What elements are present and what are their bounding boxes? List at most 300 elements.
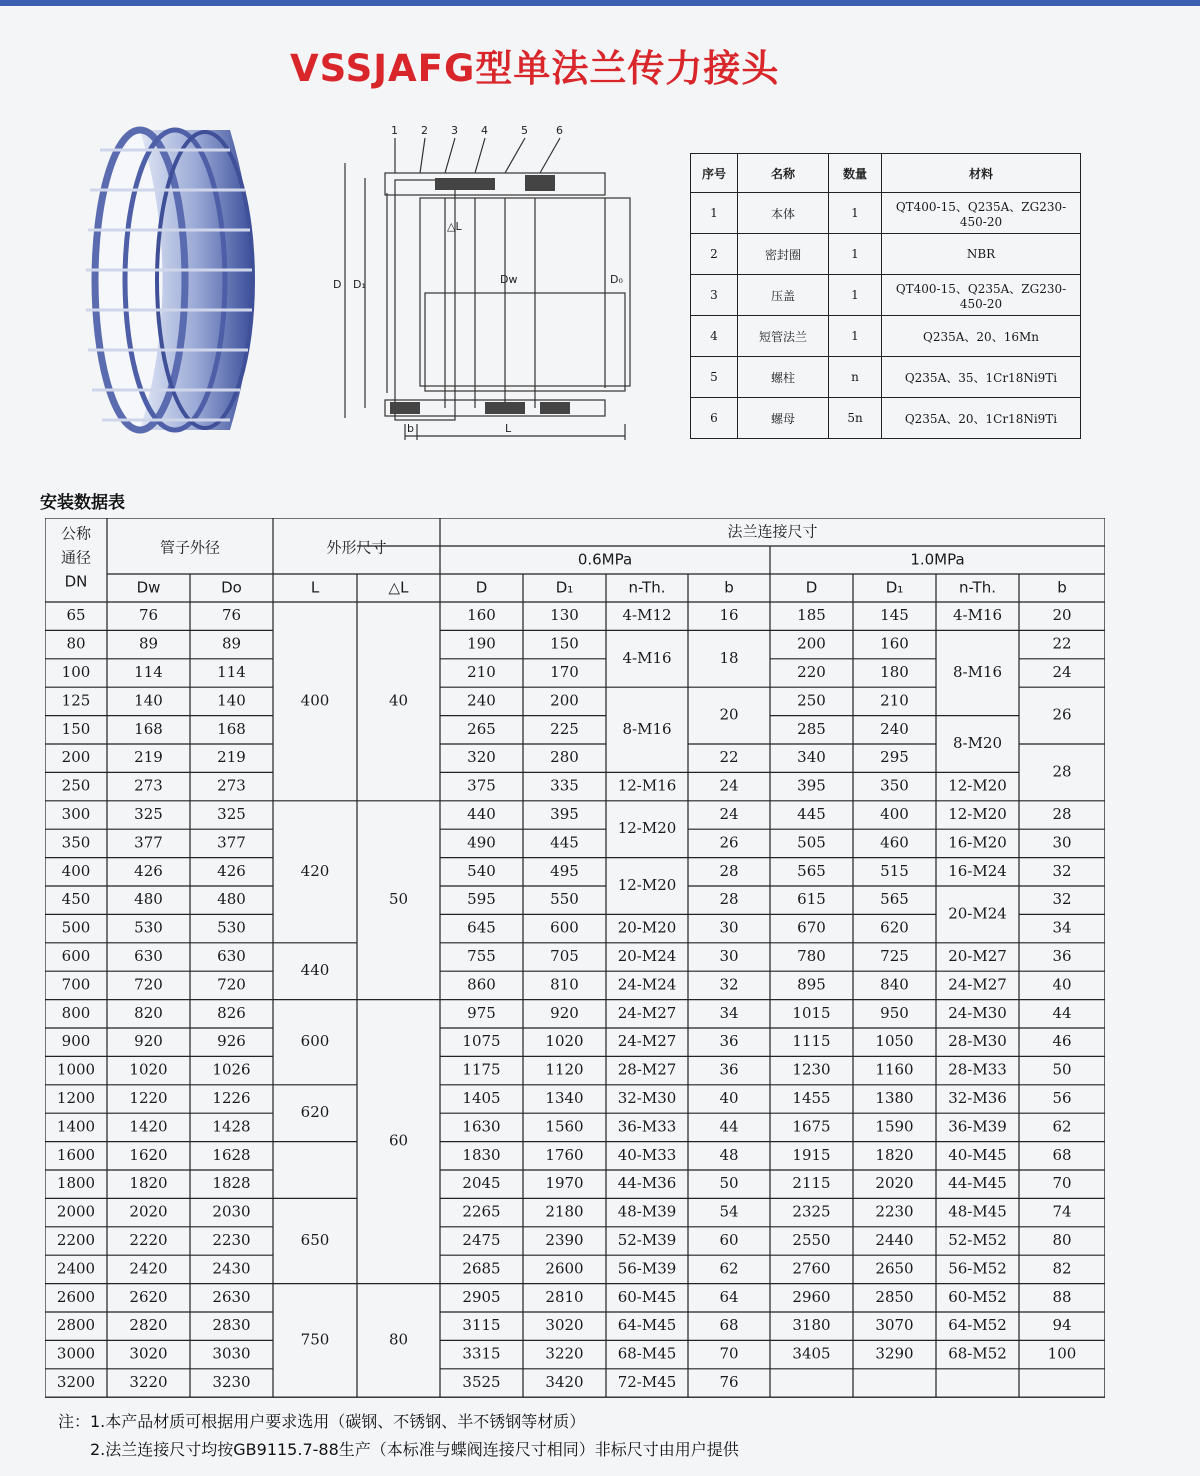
cell-p06-D1: 3220 xyxy=(545,1344,584,1363)
header-sub: b xyxy=(724,578,734,597)
cell-p10-D1: 295 xyxy=(880,748,909,767)
cell-p10-nTh: 24-M30 xyxy=(948,1003,1007,1022)
cell-L: 400 xyxy=(300,691,330,710)
cell-dn: 300 xyxy=(61,805,91,823)
cell-dn: 3200 xyxy=(56,1373,96,1391)
cell-dw: 820 xyxy=(134,1003,163,1022)
header-sub: Dw xyxy=(136,578,161,597)
cell-p06-nTh: 64-M45 xyxy=(617,1316,677,1335)
cell-do: 1026 xyxy=(212,1060,251,1079)
cell-dL: 60 xyxy=(388,1131,409,1150)
cell-p10-D1: 160 xyxy=(880,634,909,653)
cell-dn: 2600 xyxy=(56,1287,96,1306)
cell-p06-D: 645 xyxy=(467,918,496,937)
cell-dn: 80 xyxy=(66,634,86,653)
cell-p10-D: 285 xyxy=(797,719,826,738)
cell-p06-D: 2905 xyxy=(462,1287,501,1306)
cell-p06-nTh: 4-M16 xyxy=(622,648,672,667)
cell-p10-nTh: 28-M30 xyxy=(948,1032,1007,1051)
header-sub: D xyxy=(475,578,488,597)
cell-dw: 1820 xyxy=(129,1174,168,1193)
cell-p10-nTh: 16-M24 xyxy=(948,861,1007,880)
cell-dw: 2620 xyxy=(129,1287,168,1306)
cell-p10-D: 250 xyxy=(797,691,826,710)
cell-p06-D: 320 xyxy=(467,748,496,767)
cell-p10-b: 28 xyxy=(1052,762,1072,781)
cell-p10-D: 395 xyxy=(797,776,826,795)
cell-dn: 2000 xyxy=(56,1202,96,1221)
cell-p06-D: 375 xyxy=(467,776,496,795)
cell-p06-D1: 1340 xyxy=(545,1089,584,1107)
cell-dw: 2420 xyxy=(129,1259,168,1278)
cell-p06-D: 2265 xyxy=(462,1202,501,1221)
cell-p06-D: 160 xyxy=(467,606,496,625)
cell-p06-nTh: 48-M39 xyxy=(617,1202,677,1221)
cell-p06-D1: 150 xyxy=(550,634,579,653)
cell-p10-b: 74 xyxy=(1052,1202,1072,1221)
cell-p06-D1: 1120 xyxy=(545,1060,584,1079)
header-dn: 公称 xyxy=(60,524,92,543)
cell-p06-nTh: 36-M33 xyxy=(617,1117,677,1136)
cell-dw: 920 xyxy=(134,1032,163,1051)
header-sub: L xyxy=(310,578,320,597)
cell-p10-D: 1115 xyxy=(792,1032,831,1051)
part-material: QT400-15、Q235A、ZG230-450-20 xyxy=(882,193,1081,234)
cell-p10-nTh: 28-M33 xyxy=(948,1060,1007,1079)
cell-dn: 600 xyxy=(61,947,91,965)
cell-dL: 40 xyxy=(388,691,409,710)
cell-p10-D1: 1160 xyxy=(875,1060,914,1079)
cell-p06-D1: 495 xyxy=(550,861,579,880)
cell-p06-nTh: 12-M20 xyxy=(617,876,677,894)
cell-p06-b: 24 xyxy=(719,776,739,795)
header-sub: n-Th. xyxy=(628,578,666,597)
cell-p06-b: 28 xyxy=(719,861,739,880)
cell-do: 114 xyxy=(217,663,246,681)
cell-dw: 219 xyxy=(134,748,163,767)
cell-p06-D: 860 xyxy=(467,975,496,994)
cell-dn: 65 xyxy=(66,606,86,625)
cell-p06-b: 48 xyxy=(719,1145,739,1164)
cell-p10-D1: 3290 xyxy=(875,1344,914,1363)
header-sub: D₁ xyxy=(555,578,574,597)
cell-p06-b: 36 xyxy=(719,1032,739,1051)
install-data-table xyxy=(45,518,1105,1398)
cell-p06-D1: 705 xyxy=(550,947,579,965)
cell-dL: 50 xyxy=(388,890,409,909)
cell-dn: 1400 xyxy=(56,1117,96,1136)
cell-dn: 350 xyxy=(61,833,91,852)
header-outline: 外形尺寸 xyxy=(326,538,387,557)
cell-do: 2430 xyxy=(212,1259,251,1278)
cell-p06-nTh: 20-M20 xyxy=(617,918,677,937)
cell-p10-b: 36 xyxy=(1052,947,1072,965)
part-name: 螺柱 xyxy=(738,357,829,398)
cell-p10-D1: 840 xyxy=(880,975,909,994)
cell-dn: 500 xyxy=(61,918,91,937)
cell-do: 76 xyxy=(221,606,242,625)
part-material: Q235A、20、1Cr18Ni9Ti xyxy=(882,398,1081,439)
cell-p06-b: 32 xyxy=(719,975,739,994)
cell-p10-b: 94 xyxy=(1052,1316,1072,1335)
cell-p06-b: 22 xyxy=(719,748,739,767)
parts-row xyxy=(691,316,1081,357)
cell-p10-D1: 1050 xyxy=(875,1032,914,1051)
cell-p10-D1: 1590 xyxy=(875,1117,914,1136)
cell-do: 377 xyxy=(217,833,246,852)
cell-p06-D: 190 xyxy=(467,634,496,653)
cell-p10-nTh: 8-M20 xyxy=(952,734,1003,752)
cell-p10-nTh: 20-M27 xyxy=(948,947,1007,965)
cell-dw: 426 xyxy=(134,861,163,880)
cell-p06-D1: 600 xyxy=(550,918,579,937)
cell-p06-D: 1175 xyxy=(462,1060,501,1079)
cell-p06-D1: 170 xyxy=(550,663,579,681)
cell-p06-b: 20 xyxy=(719,705,739,724)
cell-p06-D1: 3020 xyxy=(545,1316,584,1335)
cell-p10-nTh: 52-M52 xyxy=(948,1231,1007,1249)
cell-do: 3030 xyxy=(212,1344,251,1363)
cell-do: 2630 xyxy=(212,1287,251,1306)
cell-p10-b: 44 xyxy=(1052,1003,1072,1022)
cell-p10-D: 445 xyxy=(797,805,826,823)
dim-dL: △L xyxy=(447,220,462,233)
cell-p10-nTh: 48-M45 xyxy=(948,1202,1007,1221)
cell-p10-D: 2115 xyxy=(792,1174,831,1193)
cell-dw: 480 xyxy=(134,890,163,909)
cell-p06-D: 755 xyxy=(467,947,496,965)
cell-do: 140 xyxy=(217,691,246,710)
cell-dn: 1200 xyxy=(56,1089,96,1107)
parts-row xyxy=(691,234,1081,275)
cell-dw: 168 xyxy=(134,719,163,738)
cell-L: 420 xyxy=(300,861,330,880)
cell-p10-D: 3405 xyxy=(792,1344,831,1363)
cell-p10-D: 185 xyxy=(797,606,826,625)
cell-dn: 2200 xyxy=(56,1231,96,1249)
cell-dw: 2220 xyxy=(129,1231,168,1249)
cell-p06-nTh: 24-M24 xyxy=(617,975,677,994)
cell-p10-b: 32 xyxy=(1052,890,1072,909)
cell-p10-D1: 2650 xyxy=(875,1259,914,1278)
cell-p10-D: 895 xyxy=(797,975,826,994)
part-material: Q235A、35、1Cr18Ni9Ti xyxy=(882,357,1081,398)
cell-dw: 3220 xyxy=(129,1373,168,1391)
cell-p10-b: 20 xyxy=(1052,606,1072,625)
cell-p06-D: 2685 xyxy=(462,1259,501,1278)
cell-dn: 100 xyxy=(61,663,91,681)
dim-Dw: Dw xyxy=(500,273,518,286)
part-no: 3 xyxy=(691,275,738,316)
cell-p06-D1: 550 xyxy=(550,890,579,909)
cell-p06-D1: 2810 xyxy=(545,1287,584,1306)
notes xyxy=(58,1408,739,1464)
cell-p10-D1: 240 xyxy=(880,719,909,738)
cell-p06-b: 18 xyxy=(719,648,739,667)
parts-header-name: 名称 xyxy=(738,154,829,193)
part-name: 密封圈 xyxy=(738,234,829,275)
cell-p06-nTh: 56-M39 xyxy=(617,1259,677,1278)
cell-p10-D: 3180 xyxy=(792,1316,831,1335)
cell-do: 273 xyxy=(217,776,246,795)
cell-p06-b: 44 xyxy=(719,1117,739,1136)
cell-do: 168 xyxy=(217,719,246,738)
part-material: QT400-15、Q235A、ZG230-450-20 xyxy=(882,275,1081,316)
cell-p10-D: 2550 xyxy=(792,1231,831,1249)
cell-dn: 125 xyxy=(61,691,91,710)
cell-dn: 150 xyxy=(61,719,91,738)
callout-4: 4 xyxy=(481,124,488,137)
top-border-bar xyxy=(0,0,1200,6)
cell-p10-D: 565 xyxy=(797,861,826,880)
part-qty: 5n xyxy=(829,398,882,439)
cell-do: 2030 xyxy=(212,1202,251,1221)
cell-dn: 1000 xyxy=(56,1060,96,1079)
cell-p10-b: 100 xyxy=(1047,1344,1077,1363)
part-qty: 1 xyxy=(829,316,882,357)
cell-p10-b: 56 xyxy=(1052,1089,1072,1107)
cell-p06-nTh: 28-M27 xyxy=(617,1060,677,1079)
cell-dn: 900 xyxy=(61,1032,91,1051)
parts-row xyxy=(691,275,1081,316)
cell-p10-nTh: 56-M52 xyxy=(948,1259,1007,1278)
cell-p10-D: 505 xyxy=(797,833,826,852)
cell-dn: 450 xyxy=(61,890,91,909)
cell-p10-D1: 210 xyxy=(880,691,909,710)
cell-p06-D1: 1560 xyxy=(545,1117,584,1136)
dim-D: D xyxy=(333,278,342,291)
cell-p06-D1: 3420 xyxy=(545,1373,584,1391)
cell-p06-b: 68 xyxy=(719,1316,739,1335)
header-dn: 通径 xyxy=(60,548,92,567)
cell-dn: 2400 xyxy=(56,1259,96,1278)
cell-p06-D1: 335 xyxy=(550,776,579,795)
cell-do: 480 xyxy=(217,890,246,909)
cell-p10-D1: 145 xyxy=(880,606,909,625)
cell-p06-D1: 130 xyxy=(550,606,579,625)
cell-p10-D1: 2440 xyxy=(875,1231,914,1249)
parts-row xyxy=(691,357,1081,398)
cell-p06-b: 70 xyxy=(719,1344,739,1363)
cell-dw: 325 xyxy=(134,805,163,823)
cell-do: 720 xyxy=(217,975,246,994)
cell-p06-b: 50 xyxy=(719,1174,739,1193)
cell-dw: 377 xyxy=(134,833,163,852)
cell-p10-nTh: 36-M39 xyxy=(948,1117,1007,1136)
cell-dn: 1800 xyxy=(56,1174,96,1193)
header-flange: 法兰连接尺寸 xyxy=(727,522,818,541)
cell-p10-D1: 1380 xyxy=(875,1089,914,1107)
cell-p06-b: 28 xyxy=(719,890,739,909)
callout-1: 1 xyxy=(391,124,398,137)
install-table-title: 安装数据表 xyxy=(40,493,125,513)
cell-p06-b: 34 xyxy=(719,1003,739,1022)
header-sub: n-Th. xyxy=(959,578,996,597)
cell-p06-D: 210 xyxy=(467,663,496,681)
header-dn: DN xyxy=(64,572,88,591)
cell-p06-nTh: 52-M39 xyxy=(617,1231,677,1249)
header-sub: b xyxy=(1057,578,1067,597)
cell-p06-D: 240 xyxy=(467,691,496,710)
part-name: 螺母 xyxy=(738,398,829,439)
cell-p06-b: 62 xyxy=(719,1259,739,1278)
cell-dn: 1600 xyxy=(56,1145,96,1164)
cell-p06-D1: 395 xyxy=(550,805,579,823)
cell-p10-b: 50 xyxy=(1052,1060,1072,1079)
cell-p06-b: 30 xyxy=(719,918,739,937)
cell-p06-D: 265 xyxy=(467,719,496,738)
cell-p10-nTh: 40-M45 xyxy=(948,1145,1007,1164)
cell-p06-D1: 445 xyxy=(550,833,579,852)
cell-p06-D1: 2600 xyxy=(545,1259,584,1278)
cell-do: 826 xyxy=(217,1003,246,1022)
parts-header-material: 材料 xyxy=(882,154,1081,193)
cell-p10-b: 46 xyxy=(1052,1032,1072,1051)
cell-p10-nTh: 68-M52 xyxy=(948,1344,1007,1363)
cell-p10-D: 2325 xyxy=(792,1202,831,1221)
parts-header-no: 序号 xyxy=(691,154,738,193)
cell-dw: 630 xyxy=(134,947,163,965)
cell-p10-b: 40 xyxy=(1052,975,1072,994)
part-no: 6 xyxy=(691,398,738,439)
cell-p06-D: 1075 xyxy=(462,1032,501,1051)
cell-p06-nTh: 68-M45 xyxy=(617,1344,677,1363)
header-sub: D xyxy=(805,578,818,597)
cell-p10-D: 615 xyxy=(797,890,826,909)
cell-dw: 273 xyxy=(134,776,163,795)
cell-p10-nTh: 60-M52 xyxy=(948,1287,1007,1306)
cell-p10-nTh: 64-M52 xyxy=(948,1316,1007,1335)
part-qty: 1 xyxy=(829,234,882,275)
cell-p06-nTh: 12-M16 xyxy=(617,776,677,795)
cell-p06-b: 30 xyxy=(719,947,739,965)
cell-p10-D1: 460 xyxy=(880,833,909,852)
callout-5: 5 xyxy=(521,124,528,137)
cell-p06-nTh: 24-M27 xyxy=(617,1003,677,1022)
cell-p06-b: 16 xyxy=(719,606,739,625)
cell-dw: 2020 xyxy=(129,1202,168,1221)
cell-do: 1628 xyxy=(212,1145,251,1164)
cell-dw: 76 xyxy=(138,606,159,625)
cell-p10-D1: 515 xyxy=(880,861,909,880)
cell-p06-D1: 2390 xyxy=(545,1231,584,1249)
parts-header-row xyxy=(691,154,1081,193)
technical-drawing xyxy=(325,118,645,443)
cell-p10-D1: 350 xyxy=(880,776,909,795)
cell-do: 3230 xyxy=(212,1373,251,1391)
cell-p10-D1: 2020 xyxy=(875,1174,914,1193)
cell-p10-D1: 2230 xyxy=(875,1202,914,1221)
cell-p10-D1: 3070 xyxy=(875,1316,914,1335)
cell-p06-b: 54 xyxy=(719,1202,739,1221)
part-name: 压盖 xyxy=(738,275,829,316)
header-sub: D₁ xyxy=(885,578,904,597)
cell-p10-nTh: 20-M24 xyxy=(948,904,1007,923)
dim-L: L xyxy=(505,422,512,435)
part-no: 5 xyxy=(691,357,738,398)
cell-p10-b: 62 xyxy=(1052,1117,1072,1136)
cell-p10-b: 26 xyxy=(1052,705,1072,724)
cell-p06-D1: 280 xyxy=(550,748,579,767)
cell-do: 1226 xyxy=(212,1089,251,1107)
cell-p10-b: 34 xyxy=(1052,918,1072,937)
cell-p10-nTh: 24-M27 xyxy=(948,975,1007,994)
cell-do: 630 xyxy=(217,947,246,965)
cell-p06-D1: 2180 xyxy=(545,1202,584,1221)
cell-p10-b: 24 xyxy=(1052,663,1072,681)
cell-p10-D1: 2850 xyxy=(875,1287,914,1306)
cell-p06-D: 540 xyxy=(467,861,496,880)
cell-p06-nTh: 32-M30 xyxy=(617,1089,677,1107)
cell-p06-D1: 1760 xyxy=(545,1145,584,1164)
callout-3: 3 xyxy=(451,124,458,137)
cell-p10-D1: 950 xyxy=(880,1003,909,1022)
header-sub: Do xyxy=(221,578,242,597)
cell-p10-nTh: 16-M20 xyxy=(948,833,1007,852)
cell-dw: 2820 xyxy=(129,1316,168,1335)
cell-p06-D1: 1020 xyxy=(545,1032,584,1051)
parts-header-qty: 数量 xyxy=(829,154,882,193)
cell-dn: 2800 xyxy=(56,1316,96,1335)
cell-p10-b: 30 xyxy=(1052,833,1072,852)
part-name: 本体 xyxy=(738,193,829,234)
cell-p06-nTh: 40-M33 xyxy=(617,1145,677,1164)
header-sub: △L xyxy=(388,578,409,597)
cell-p06-nTh: 24-M27 xyxy=(617,1032,677,1051)
product-image xyxy=(80,110,280,450)
cell-do: 2230 xyxy=(212,1231,251,1249)
cell-p06-D: 2475 xyxy=(462,1231,501,1249)
cell-p10-nTh: 32-M36 xyxy=(948,1089,1007,1107)
cell-do: 219 xyxy=(217,748,246,767)
cell-dn: 250 xyxy=(61,776,91,795)
cell-dw: 720 xyxy=(134,975,163,994)
cell-p10-nTh: 8-M16 xyxy=(952,663,1003,681)
cell-L: 620 xyxy=(300,1103,330,1122)
cell-p06-D: 595 xyxy=(467,890,496,909)
cell-p10-D: 1455 xyxy=(792,1089,831,1107)
cell-p06-nTh: 8-M16 xyxy=(622,719,672,738)
cell-p06-b: 36 xyxy=(719,1060,739,1079)
part-name: 短管法兰 xyxy=(738,316,829,357)
note-line-2: 2.法兰连接尺寸均按GB9115.7-88生产（本标准与蝶阀连接尺寸相同）非标尺寸由用户提供 xyxy=(90,1440,739,1459)
cell-p06-D: 440 xyxy=(467,805,496,823)
cell-p06-D: 3315 xyxy=(462,1344,501,1363)
cell-p06-b: 76 xyxy=(719,1373,739,1391)
cell-L: 750 xyxy=(300,1330,330,1349)
cell-do: 2830 xyxy=(212,1316,251,1335)
part-qty: 1 xyxy=(829,275,882,316)
cell-p06-D1: 810 xyxy=(550,975,579,994)
cell-dw: 114 xyxy=(134,663,163,681)
cell-do: 1828 xyxy=(212,1174,251,1193)
cell-p10-D1: 180 xyxy=(880,663,909,681)
cell-p06-D: 3115 xyxy=(462,1316,501,1335)
cell-p06-D: 3525 xyxy=(462,1373,501,1391)
note-line-1: 注：1.本产品材质可根据用户要求选用（碳钢、不锈钢、半不锈钢等材质） xyxy=(58,1412,586,1431)
part-no: 2 xyxy=(691,234,738,275)
cell-p10-b: 80 xyxy=(1052,1231,1072,1249)
parts-row xyxy=(691,398,1081,439)
cell-dn: 700 xyxy=(61,975,91,994)
cell-p06-D: 2045 xyxy=(462,1174,501,1193)
cell-p06-D: 1405 xyxy=(462,1089,501,1107)
cell-p06-b: 24 xyxy=(719,805,739,823)
cell-dn: 800 xyxy=(61,1003,91,1022)
cell-p10-nTh: 12-M20 xyxy=(948,805,1007,823)
cell-p06-D: 490 xyxy=(467,833,496,852)
cell-dL: 80 xyxy=(388,1330,409,1349)
